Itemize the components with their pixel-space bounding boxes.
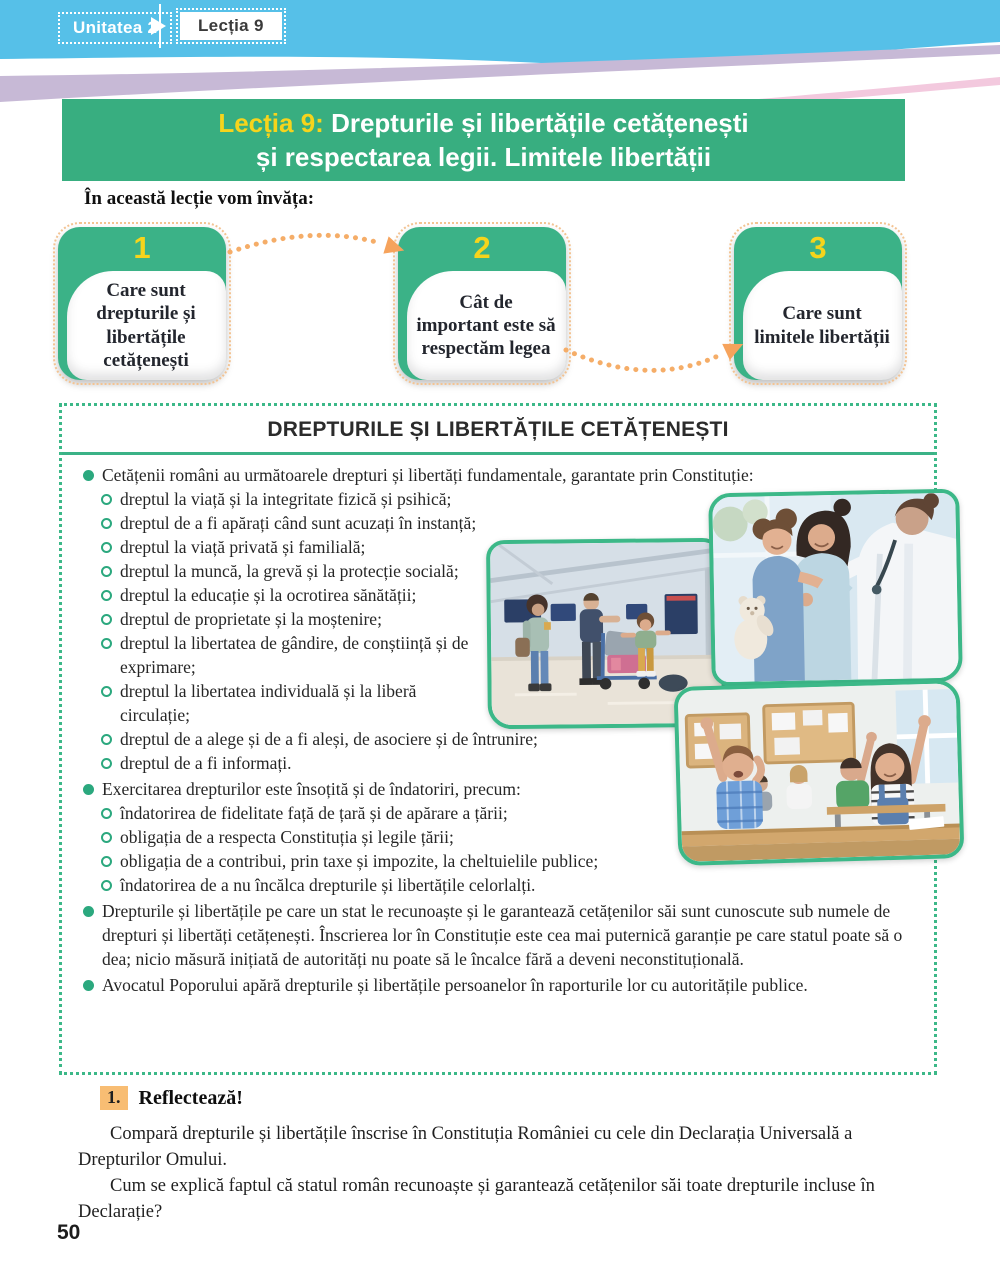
card-number: 1 bbox=[133, 230, 151, 265]
list-item: dreptul de a fi apărați când sunt acuzați în instanță; bbox=[62, 511, 920, 535]
lesson-title-part1: Drepturile și libertățile cetățenești bbox=[331, 107, 749, 138]
card-number: 2 bbox=[473, 230, 491, 265]
objective-card-1 bbox=[58, 227, 226, 380]
lesson-objectives-intro: În această lecție vom învăța: bbox=[84, 188, 315, 209]
doctor-illustration bbox=[712, 493, 959, 683]
banner-line-2: și respectarea legii. Limitele libertății bbox=[255, 142, 712, 172]
banner-line-1 bbox=[62, 106, 905, 140]
objective-card-2 bbox=[398, 227, 566, 380]
list-item: dreptul la viață privată și familială; bbox=[62, 535, 480, 559]
exercise-title: Reflectează! bbox=[138, 1086, 243, 1109]
card-text: Cât de important este să respectăm legea bbox=[416, 291, 556, 360]
list-item: îndatorirea de fidelitate față de țară și de apărare a țării; bbox=[62, 801, 668, 825]
card-text: Care sunt limitele libertății bbox=[754, 303, 890, 348]
list-item: dreptul la libertatea de gândire, de conștiință și de exprimare; bbox=[62, 631, 480, 679]
tab-unitatea-2[interactable]: Unitatea 2 bbox=[58, 12, 172, 44]
reflect-heading bbox=[100, 1086, 243, 1110]
page-number: 50 bbox=[57, 1221, 81, 1244]
exercise-number-badge: 1. bbox=[100, 1086, 128, 1110]
list-item: dreptul la muncă, la grevă și la protecție socială; bbox=[62, 559, 480, 583]
reflect-paragraph: Cum se explică faptul că statul român recunoaște și garantează cetățenilor săi toate drepturile incluse în Declarație? bbox=[78, 1176, 875, 1222]
list-item: Exercitarea drepturilor este însoțită și de îndatoriri, precum: bbox=[62, 777, 668, 801]
list-item: dreptul la educație și la ocrotirea sănătății; bbox=[62, 583, 480, 607]
list-item: dreptul de proprietate și la moștenire; bbox=[62, 607, 480, 631]
list-item: Cetățenii români au următoarele drepturi și libertăți fundamentale, garantate prin Constituție: bbox=[62, 463, 920, 487]
list-item: Avocatul Poporului apără drepturile și libertățile persoanelor în raporturile lor cu autoritățile publice. bbox=[62, 973, 920, 997]
reflect-paragraph: Compară drepturile și libertățile înscrise în Constituția României cu cele din Declarația Universală a Drepturilor Omului. bbox=[78, 1124, 853, 1170]
list-item: obligația de a contribui, prin taxe și impozite, la cheltuielile publice; bbox=[62, 849, 920, 873]
doctor-child-photo bbox=[708, 489, 963, 687]
list-item: dreptul la viață și la integritate fizică și psihică; bbox=[62, 487, 920, 511]
classroom-hands-photo bbox=[674, 679, 965, 866]
reflect-questions bbox=[78, 1121, 924, 1225]
box-title-rule bbox=[62, 452, 934, 455]
list-item: îndatorirea de a nu încălca drepturile și libertățile celorlalți. bbox=[62, 873, 920, 897]
list-item: Drepturile și libertățile pe care un stat le recunoaște și le garantează cetățenilor săi sunt cunoscute sub numele de drepturi și libertăți cetățenești. Înscrierea lor în Constituție este cea mai puternică garanție pe care statul poate să o dea; nicio măsură inițiată de autorități nu poate să le încalce fără a deveni neconstituțională. bbox=[62, 899, 920, 971]
objective-card-3 bbox=[734, 227, 902, 380]
card-text: Care sunt drepturile și libertățile cetățenești bbox=[96, 280, 196, 371]
classroom-illustration bbox=[678, 683, 961, 862]
list-item: dreptul de a alege și de a fi aleși, de asociere și de întrunire; bbox=[62, 727, 668, 751]
box-title: DREPTURILE ȘI LIBERTĂȚILE CETĂȚENEȘTI bbox=[267, 418, 729, 441]
lesson-title-banner bbox=[62, 99, 905, 181]
list-item: dreptul de a fi informați. bbox=[62, 751, 920, 775]
card-number: 3 bbox=[809, 230, 827, 265]
dotted-arrow-icon bbox=[558, 338, 744, 390]
arrow-right-icon bbox=[151, 17, 166, 35]
tab-lectia-9[interactable]: Lecția 9 bbox=[180, 12, 282, 40]
list-item: dreptul la libertatea individuală și la liberă circulație; bbox=[62, 679, 480, 727]
dotted-arrow-icon bbox=[222, 218, 406, 264]
list-item: obligația de a respecta Constituția și legile țării; bbox=[62, 825, 668, 849]
lesson-number: Lecția 9: bbox=[218, 107, 324, 138]
